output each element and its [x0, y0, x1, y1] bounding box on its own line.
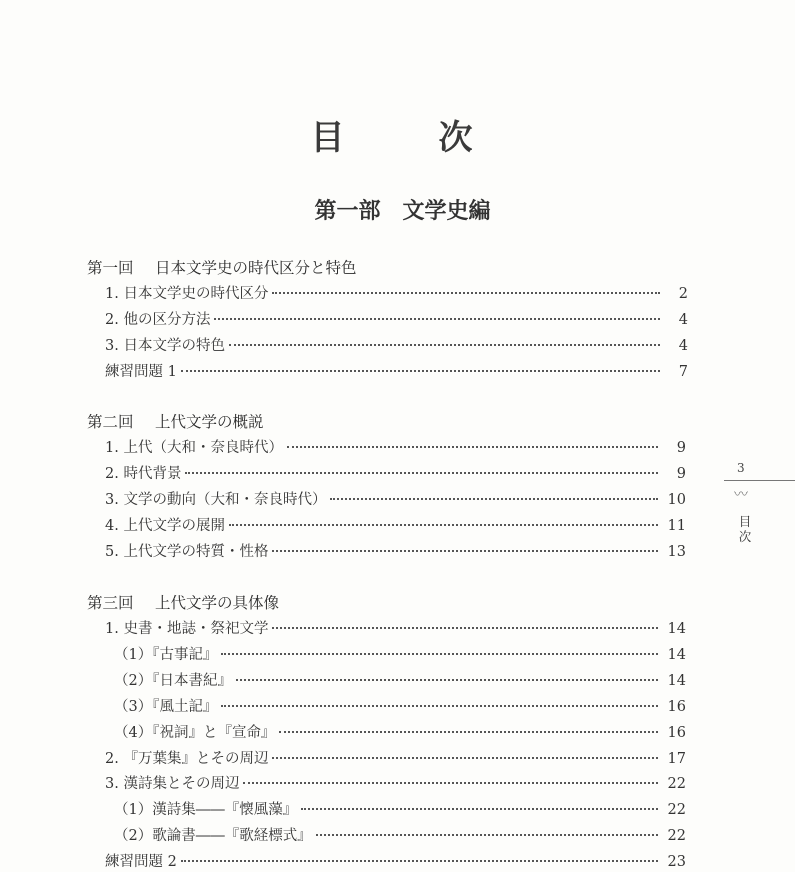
toc-item-label: （1）漢詩集――『懐風藻』 [114, 802, 298, 819]
side-label [738, 514, 752, 544]
section-number: 第三回 [87, 594, 134, 612]
toc-item-page: 14 [667, 646, 686, 663]
page-title: 目 次 [310, 118, 503, 158]
toc-item-label: 5. 上代文学の特質・性格 [105, 543, 269, 560]
leader-dots [316, 834, 658, 836]
toc-row [114, 798, 686, 820]
toc-item-page: 11 [667, 517, 686, 534]
toc-item-label: 3. 日本文学の特色 [105, 337, 225, 354]
leader-dots [272, 627, 658, 629]
section-title: 日本文学史の時代区分と特色 [155, 259, 357, 277]
toc-row [105, 334, 688, 356]
toc-item-label: 2. 他の区分方法 [105, 311, 211, 328]
toc-row [105, 462, 686, 484]
toc-item-label: （2）歌論書――『歌経標式』 [114, 828, 312, 845]
section-heading [87, 256, 687, 278]
toc-row [114, 695, 686, 717]
toc-item-label: 3. 漢詩集とその周辺 [105, 776, 240, 793]
leader-dots [181, 370, 660, 372]
leader-dots [221, 653, 658, 655]
toc-item-page: 22 [667, 776, 686, 793]
toc-row [105, 436, 686, 458]
toc-item-label: 2. 『万葉集』とその周辺 [105, 750, 269, 767]
section-heading [87, 591, 687, 613]
toc-item-page: 4 [678, 337, 688, 354]
side-label-char-1: 目 [738, 514, 752, 529]
toc-row [105, 488, 686, 510]
leader-dots [229, 524, 658, 526]
toc-row [105, 282, 688, 304]
section-number: 第一回 [87, 259, 134, 277]
toc-item-label: 1. 上代（大和・奈良時代） [105, 440, 283, 456]
side-page-number: 3 [737, 461, 745, 475]
part-number: 第一部 [314, 199, 381, 224]
leader-dots [181, 860, 658, 862]
toc-row [105, 617, 686, 639]
side-divider [724, 480, 795, 481]
section-title: 上代文学の具体像 [155, 594, 280, 612]
toc-item-page: 9 [676, 440, 686, 456]
toc-item-page: 2 [678, 286, 688, 302]
toc-item-page: 16 [667, 724, 686, 741]
part-name: 文学史編 [402, 199, 491, 224]
toc-row [105, 514, 686, 536]
leader-dots [272, 550, 658, 552]
wave-ornament-icon: 〰 [734, 487, 748, 503]
toc-item-page: 23 [667, 854, 686, 871]
toc-item-label: （2）『日本書紀』 [114, 672, 232, 689]
leader-dots [272, 292, 660, 294]
side-label-char-2: 次 [738, 529, 752, 544]
toc-row [105, 308, 688, 330]
leader-dots [272, 757, 658, 759]
toc-item-page: 14 [667, 621, 686, 637]
leader-dots [243, 782, 658, 784]
leader-dots [185, 472, 658, 474]
toc-item-label: 1. 史書・地誌・祭祀文学 [105, 621, 269, 637]
leader-dots [279, 731, 658, 733]
toc-item-label: 4. 上代文学の展開 [105, 517, 225, 534]
toc-row [114, 669, 686, 691]
toc-item-page: 14 [667, 672, 686, 689]
toc-item-page: 10 [667, 491, 686, 508]
toc-item-label: （1）『古事記』 [114, 646, 218, 663]
toc-row [105, 850, 686, 872]
toc-item-page: 4 [678, 311, 688, 328]
part-heading [0, 194, 795, 225]
toc-row [105, 540, 686, 562]
toc-item-label: 3. 文学の動向（大和・奈良時代） [105, 491, 327, 508]
toc-item-page: 22 [667, 828, 686, 845]
toc-row [114, 643, 686, 665]
toc-item-page: 17 [667, 750, 686, 767]
toc-item-label: （4）『祝詞』と『宣命』 [114, 724, 276, 741]
toc-item-page: 22 [667, 802, 686, 819]
toc-item-label: 練習問題 1 [105, 363, 177, 380]
toc-row [114, 824, 686, 846]
toc-row [105, 747, 686, 769]
leader-dots [301, 808, 658, 810]
toc-item-page: 16 [667, 698, 686, 715]
leader-dots [229, 344, 660, 346]
toc-item-page: 7 [678, 363, 688, 380]
toc-item-page: 13 [667, 543, 686, 560]
toc-row [105, 360, 688, 382]
toc-row [105, 772, 686, 794]
section-title: 上代文学の概説 [155, 413, 264, 431]
toc-item-label: 1. 日本文学史の時代区分 [105, 286, 269, 302]
leader-dots [287, 446, 658, 448]
toc-row [114, 721, 686, 743]
toc-item-page: 9 [676, 465, 686, 482]
leader-dots [236, 679, 658, 681]
toc-item-label: 練習問題 2 [105, 854, 177, 871]
section-heading [87, 410, 687, 432]
leader-dots [330, 498, 658, 500]
leader-dots [221, 705, 658, 707]
section-number: 第二回 [87, 413, 134, 431]
leader-dots [214, 318, 660, 320]
toc-item-label: （3）『風土記』 [114, 698, 218, 715]
toc-item-label: 2. 時代背景 [105, 465, 182, 482]
